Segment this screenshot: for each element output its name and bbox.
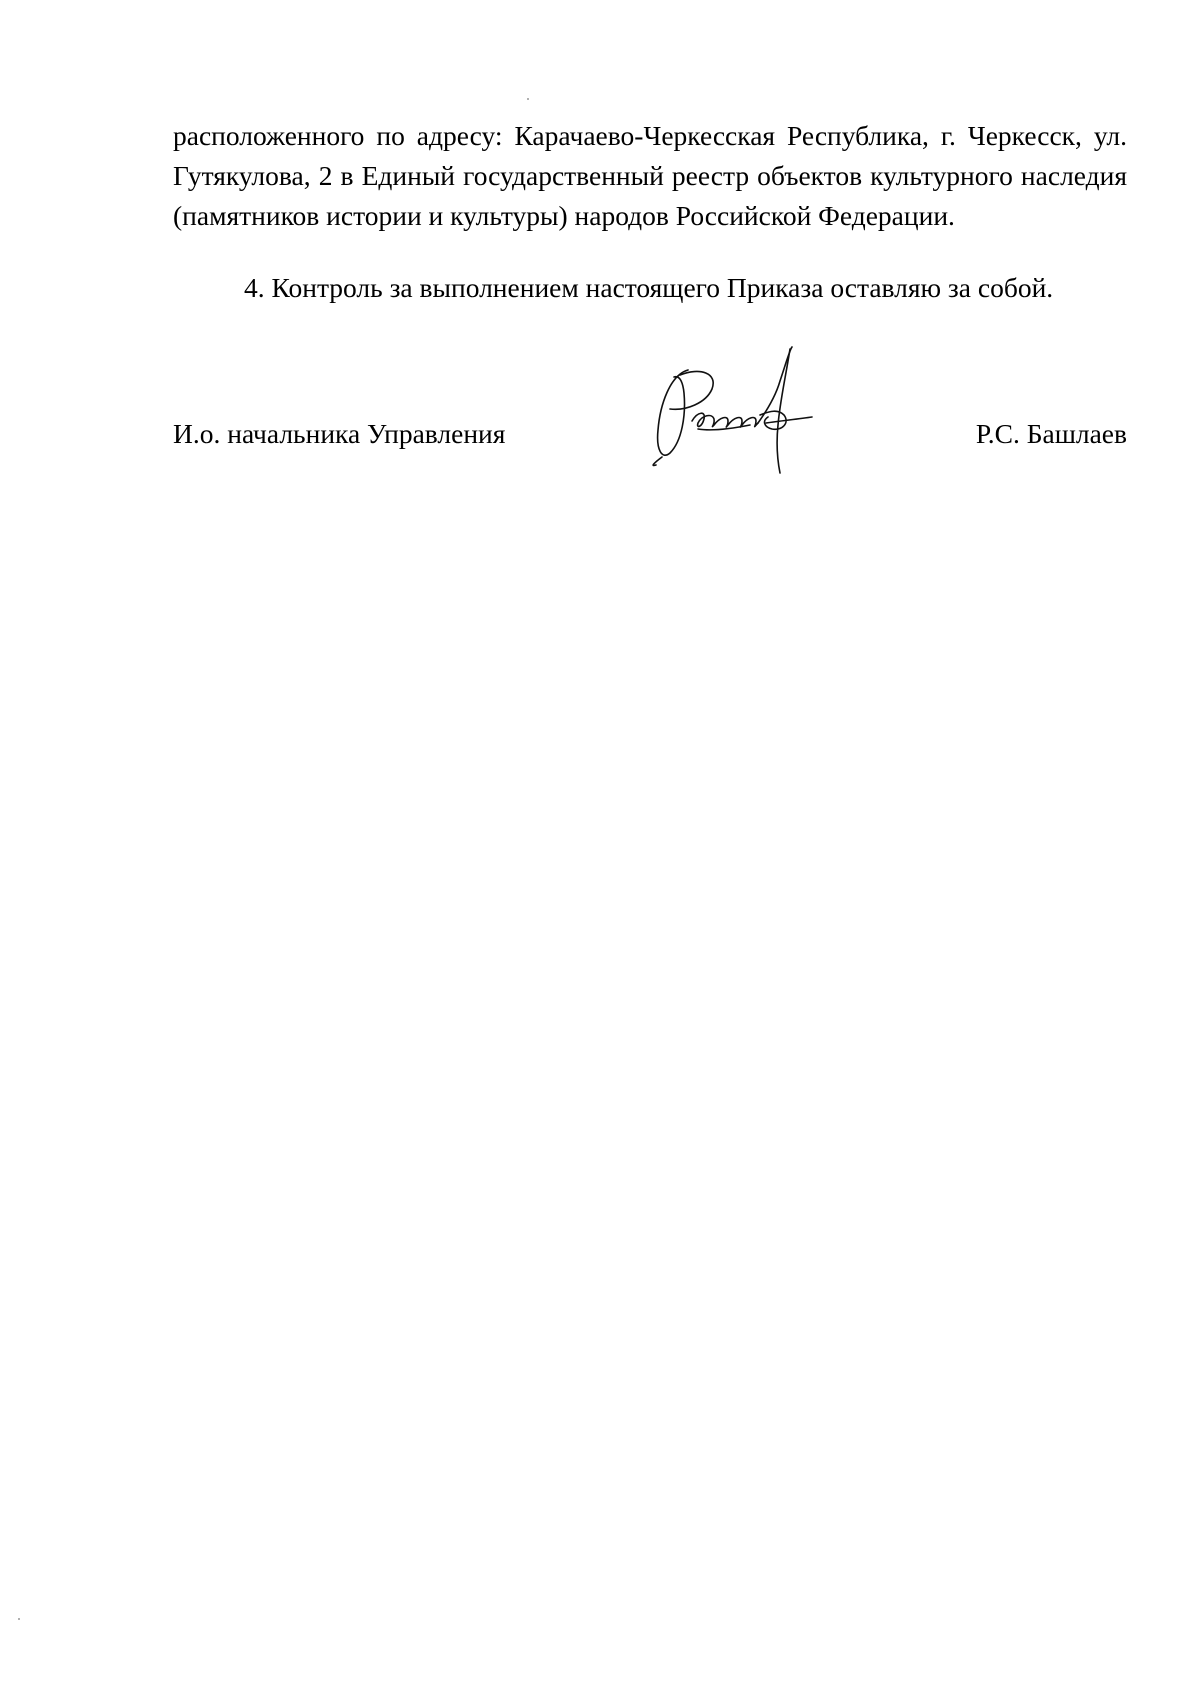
scan-speck [18, 1618, 20, 1620]
handwritten-signature-icon [640, 345, 860, 475]
signatory-title: И.о. начальника Управления [173, 418, 506, 449]
signatory-name: Р.С. Башлаев [975, 418, 1127, 449]
paragraph-4-control: 4. Контроль за выполнением настоящего Приказа оставляю за собой. [244, 272, 1054, 303]
scan-speck [527, 98, 529, 100]
paragraph-continuation: расположенного по адресу: Карачаево-Черкесская Республика, г. Черкесск, ул. Гутякулова, 2 в Единый государственный реестр объектов культурного наследия (памятников истории и культуры) народов Российской Федерации. [173, 120, 1127, 231]
